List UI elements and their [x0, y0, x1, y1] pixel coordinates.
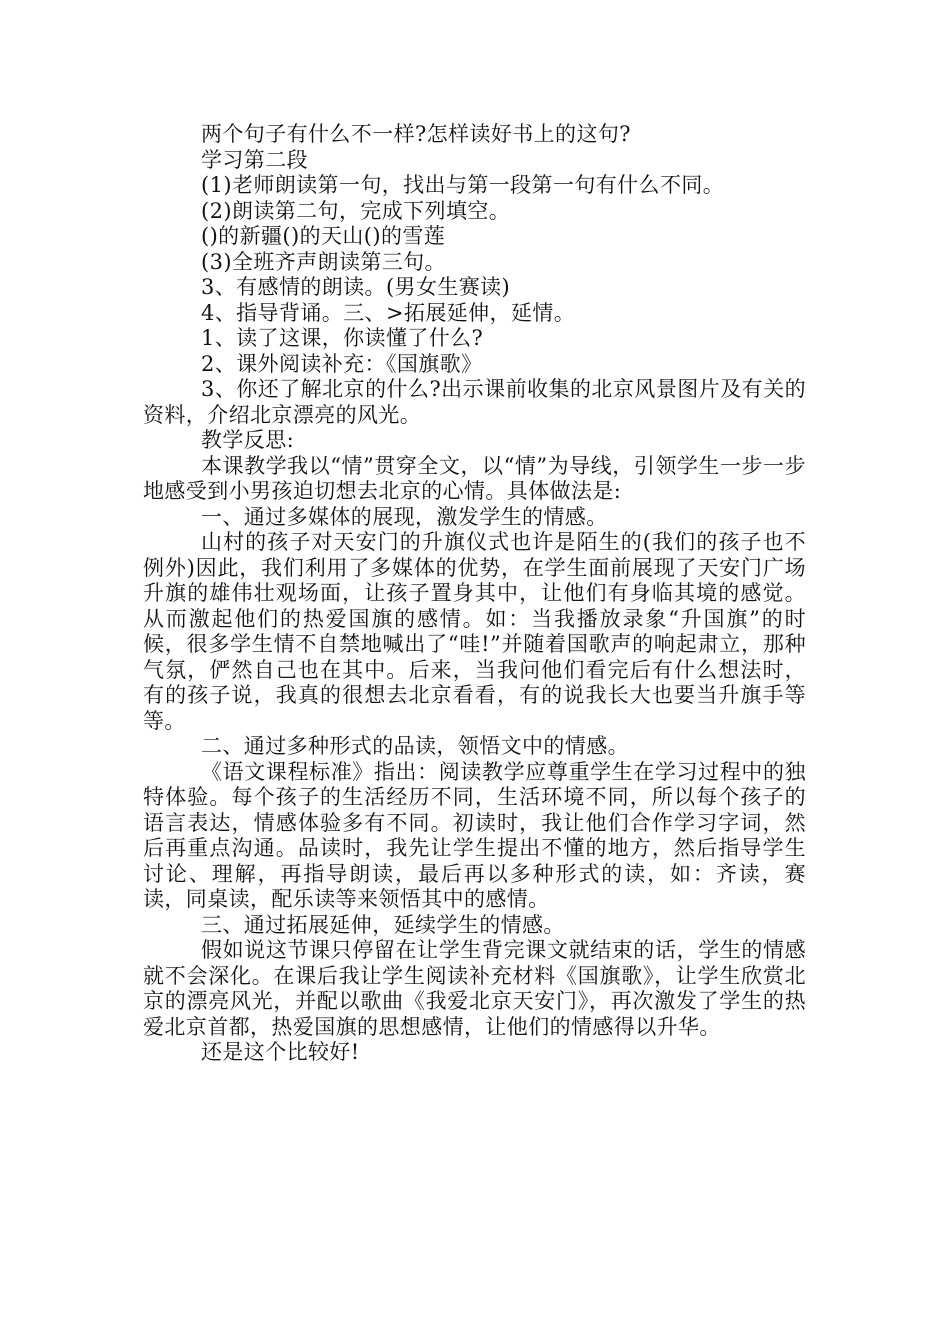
text-line-sentence-compare: 两个句子有什么不一样?怎样读好书上的这句?: [201, 122, 631, 146]
text-line-question-2: 2、课外阅读补充：《国旗歌》: [201, 351, 483, 376]
heading-section-3: 三、通过拓展延伸，延续学生的情感。: [201, 912, 565, 937]
closing-remark: 还是这个比较好!: [201, 1040, 360, 1064]
text-line-second-section: 学习第二段: [201, 147, 308, 172]
heading-section-2: 二、通过多种形式的品读，领悟文中的情感。: [201, 734, 629, 758]
text-line-question-1: 1、读了这课，你读懂了什么?: [201, 326, 484, 350]
document-body: [143, 122, 806, 1066]
heading-reflection: 教学反思:: [201, 428, 295, 452]
text-line-step-1: (1)老师朗读第一句，找出与第一段第一句有什么不同。: [201, 173, 725, 197]
paragraph-beijing: 3、你还了解北京的什么?出示课前收集的北京风景图片及有关的资料，介绍北京漂亮的风光。: [143, 377, 806, 427]
text-line-item-3: 3、有感情的朗读。(男女生赛读): [201, 275, 511, 299]
text-line-item-4: 4、指导背诵。三、>拓展延伸，延情。: [201, 300, 576, 325]
paragraph-section-1: 山村的孩子对天安门的升旗仪式也许是陌生的(我们的孩子也不例外)因此，我们利用了多媒体的优势，在学生面前展现了天安门广场升旗的雄伟壮观场面，让孩子置身其中，让他们有身临其境的感觉。从而激起他们的热爱国旗的感情。如：当我播放录象“升国旗”的时候，很多学生情不自禁地喊出了“哇!”并随着国歌声的响起肃立，那种气氛，俨然自己也在其中。后来，当我问他们看完后有什么想法时，有的孩子说，我真的很想去北京看看，有的说我长大也要当升旗手等等。: [143, 530, 806, 733]
heading-section-1: 一、通过多媒体的展现，激发学生的情感。: [201, 504, 608, 529]
paragraph-section-3: 假如说这节课只停留在让学生背完课文就结束的话，学生的情感就不会深化。在课后我让学生阅读补充材料《国旗歌》，让学生欣赏北京的漂亮风光，并配以歌曲《我爱北京天安门》，再次激发了学生的热爱北京首都，热爱国旗的思想感情，让他们的情感得以升华。: [143, 938, 806, 1039]
paragraph-section-2: 《语文课程标准》指出：阅读教学应尊重学生在学习过程中的独特体验。每个孩子的生活经历不同，生活环境不同，所以每个孩子的语言表达，情感体验多有不同。初读时，我让他们合作学习字词，然后再重点沟通。品读时，我先让学生提出不懂的地方，然后指导学生讨论、理解，再指导朗读，最后再以多种形式的读，如：齐读，赛读，同桌读，配乐读等来领悟其中的感情。: [143, 759, 806, 911]
paragraph-intro: 本课教学我以“情”贯穿全文，以“情”为导线，引领学生一步一步地感受到小男孩迫切想去北京的心情。具体做法是:: [143, 453, 806, 503]
text-line-step-3: (3)全班齐声朗读第三句。: [201, 249, 446, 274]
text-line-fill-blank: ()的新疆()的天山()的雪莲: [201, 224, 446, 248]
text-line-step-2: (2)朗读第二句，完成下列填空。: [201, 198, 511, 223]
